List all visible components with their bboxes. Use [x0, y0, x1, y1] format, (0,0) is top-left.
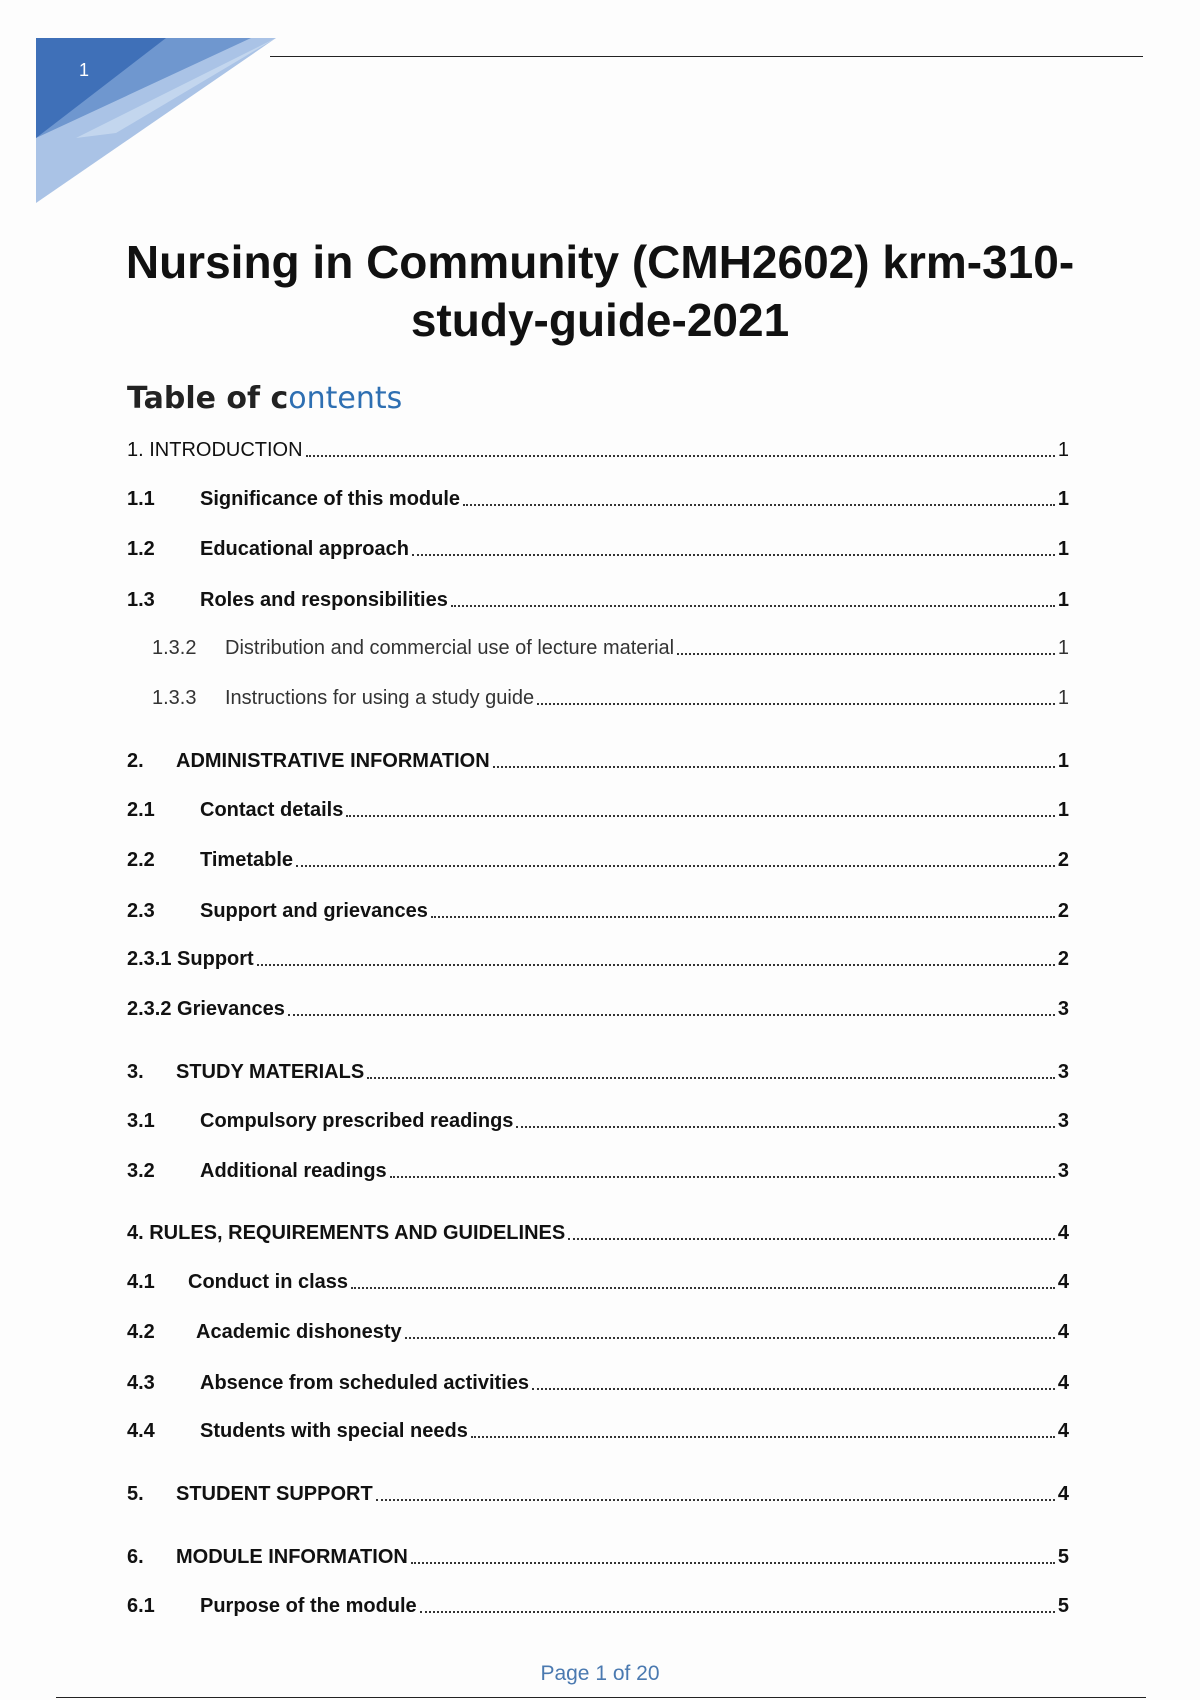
top-rule	[270, 56, 1143, 57]
toc-entry-label: Educational approach	[200, 538, 409, 560]
toc-entry-page: 2	[1057, 948, 1069, 970]
toc-entry[interactable]	[127, 1105, 1069, 1133]
toc-entry-label: Timetable	[200, 849, 293, 871]
toc-entry-label: Absence from scheduled activities	[200, 1372, 530, 1394]
toc-entry-number: 2.	[127, 750, 144, 772]
toc-entry-number: 4.1	[127, 1271, 155, 1293]
toc-entry[interactable]	[127, 1316, 1069, 1344]
toc-entry[interactable]	[127, 1590, 1069, 1618]
toc-dot-leader	[390, 1175, 1055, 1178]
toc-entry-number: 4.2	[127, 1321, 155, 1343]
toc-entry-number: 2.2	[127, 849, 155, 871]
toc-entry[interactable]	[152, 682, 1069, 710]
bottom-rule	[56, 1697, 1146, 1698]
toc-entry-label: 1. INTRODUCTION	[127, 439, 303, 461]
toc-entry-number: 2.3	[127, 900, 155, 922]
toc-entry-page: 3	[1057, 1110, 1069, 1132]
toc-entry[interactable]	[127, 1367, 1069, 1395]
toc-entry-number: 1.1	[127, 488, 155, 510]
toc-entry-label: Roles and responsibilities	[200, 589, 448, 611]
toc-entry-page: 1	[1057, 687, 1069, 709]
toc-entry-number: 1.3.3	[152, 687, 197, 709]
toc-entry-page: 4	[1057, 1271, 1069, 1293]
toc-entry-label: Purpose of the module	[200, 1595, 417, 1617]
toc-dot-leader	[537, 702, 1055, 705]
toc-dot-leader	[306, 454, 1055, 457]
toc-dot-leader	[431, 915, 1055, 918]
toc-entry-page: 3	[1057, 1160, 1069, 1182]
toc-dot-leader	[493, 765, 1055, 768]
toc-entry-page: 4	[1057, 1372, 1069, 1394]
toc-entry[interactable]	[127, 844, 1069, 872]
toc-dot-leader	[405, 1336, 1055, 1339]
toc-dot-leader	[367, 1076, 1055, 1079]
toc-entry[interactable]	[127, 1478, 1069, 1506]
toc-dot-leader	[568, 1237, 1055, 1240]
footer-page-number: Page 1 of 20	[540, 1662, 660, 1685]
corner-page-number: 1	[79, 60, 90, 80]
toc-dot-leader	[288, 1013, 1055, 1016]
toc-dot-leader	[677, 652, 1055, 655]
toc-entry-label: Support and grievances	[200, 900, 428, 922]
toc-entry-page: 4	[1057, 1483, 1069, 1505]
toc-dot-leader	[257, 963, 1055, 966]
toc-entry[interactable]	[127, 1415, 1069, 1443]
toc-dot-leader	[471, 1435, 1055, 1438]
toc-entry-page: 1	[1057, 538, 1069, 560]
toc-entry-label: 2.3.2 Grievances	[127, 998, 285, 1020]
corner-decoration	[36, 38, 276, 203]
toc-entry-page: 1	[1057, 488, 1069, 510]
page-title	[60, 233, 1140, 349]
toc-entry-label: STUDY MATERIALS	[176, 1061, 365, 1083]
toc-entry[interactable]	[127, 1155, 1069, 1183]
toc-entry-label: 2.3.1 Support	[127, 948, 254, 970]
toc-entry[interactable]	[127, 1217, 1069, 1245]
toc-entry-label: 4. RULES, REQUIREMENTS AND GUIDELINES	[127, 1222, 566, 1244]
toc-entry-number: 1.2	[127, 538, 155, 560]
toc-entry-page: 1	[1057, 637, 1069, 659]
toc-entry-number: 6.	[127, 1546, 144, 1568]
toc-entry[interactable]	[127, 483, 1069, 511]
toc-heading-part1: Table of c	[127, 381, 289, 416]
toc-entry[interactable]	[127, 584, 1069, 612]
toc-entry-label: STUDENT SUPPORT	[176, 1483, 373, 1505]
toc-dot-leader	[376, 1498, 1055, 1501]
title-line-2: study-guide-2021	[410, 294, 790, 346]
toc-entry-label: Students with special needs	[200, 1420, 468, 1442]
toc-entry-number: 6.1	[127, 1595, 155, 1617]
toc-entry-label: Compulsory prescribed readings	[200, 1110, 514, 1132]
title-line-1: Nursing in Community (CMH2602) krm-310-	[125, 236, 1075, 288]
toc-entry-page: 5	[1057, 1546, 1069, 1568]
toc-entry[interactable]	[127, 1266, 1069, 1294]
toc-entry-page: 5	[1057, 1595, 1069, 1617]
toc-entry-label: Significance of this module	[200, 488, 461, 510]
toc-entry[interactable]	[127, 943, 1069, 971]
toc-entry-number: 3.1	[127, 1110, 155, 1132]
toc-entry-label: Additional readings	[200, 1160, 387, 1182]
toc-dot-leader	[532, 1387, 1055, 1390]
toc-entry-number: 2.1	[127, 799, 155, 821]
toc-entry[interactable]	[127, 1541, 1069, 1569]
toc-dot-leader	[451, 604, 1055, 607]
toc-dot-leader	[296, 864, 1055, 867]
toc-entry[interactable]	[127, 745, 1069, 773]
toc-entry-page: 1	[1057, 750, 1069, 772]
toc-dot-leader	[516, 1125, 1055, 1128]
toc-entry-page: 4	[1057, 1222, 1069, 1244]
toc-entry[interactable]	[127, 1056, 1069, 1084]
toc-heading	[127, 381, 402, 416]
toc-entry[interactable]	[127, 434, 1069, 462]
toc-entry[interactable]	[127, 895, 1069, 923]
toc-entry-page: 1	[1057, 589, 1069, 611]
toc-dot-leader	[411, 1561, 1055, 1564]
toc-entry-label: Conduct in class	[188, 1271, 349, 1293]
toc-entry-label: MODULE INFORMATION	[176, 1546, 408, 1568]
toc-entry-label: Instructions for using a study guide	[225, 687, 535, 709]
toc-entry-number: 4.3	[127, 1372, 155, 1394]
toc-heading-part2: ontents	[288, 381, 403, 416]
toc-entry-label: Contact details	[200, 799, 344, 821]
toc-entry[interactable]	[127, 993, 1069, 1021]
toc-entry-label: ADMINISTRATIVE INFORMATION	[176, 750, 490, 772]
toc-entry-number: 1.3	[127, 589, 155, 611]
toc-entry-page: 4	[1057, 1420, 1069, 1442]
toc-entry-page: 2	[1057, 900, 1069, 922]
toc-entry-page: 3	[1057, 998, 1069, 1020]
toc-entry-page: 2	[1057, 849, 1069, 871]
toc-dot-leader	[463, 503, 1055, 506]
toc-dot-leader	[351, 1286, 1055, 1289]
toc-entry-number: 5.	[127, 1483, 144, 1505]
toc-entry-number: 3.	[127, 1061, 144, 1083]
toc-entry-page: 1	[1057, 799, 1069, 821]
toc-entry-number: 3.2	[127, 1160, 155, 1182]
toc-entry[interactable]	[127, 533, 1069, 561]
toc-dot-leader	[420, 1610, 1055, 1613]
toc-entry-page: 3	[1057, 1061, 1069, 1083]
toc-entry-number: 1.3.2	[152, 637, 197, 659]
toc-entry[interactable]	[127, 794, 1069, 822]
toc-entry-number: 4.4	[127, 1420, 155, 1442]
toc-entry-label: Distribution and commercial use of lecture material	[225, 637, 675, 659]
toc-entry[interactable]	[152, 632, 1069, 660]
toc-entry-page: 4	[1057, 1321, 1069, 1343]
toc-dot-leader	[346, 814, 1055, 817]
toc-dot-leader	[412, 553, 1055, 556]
toc-entry-label: Academic dishonesty	[196, 1321, 402, 1343]
toc-entry-page: 1	[1057, 439, 1069, 461]
